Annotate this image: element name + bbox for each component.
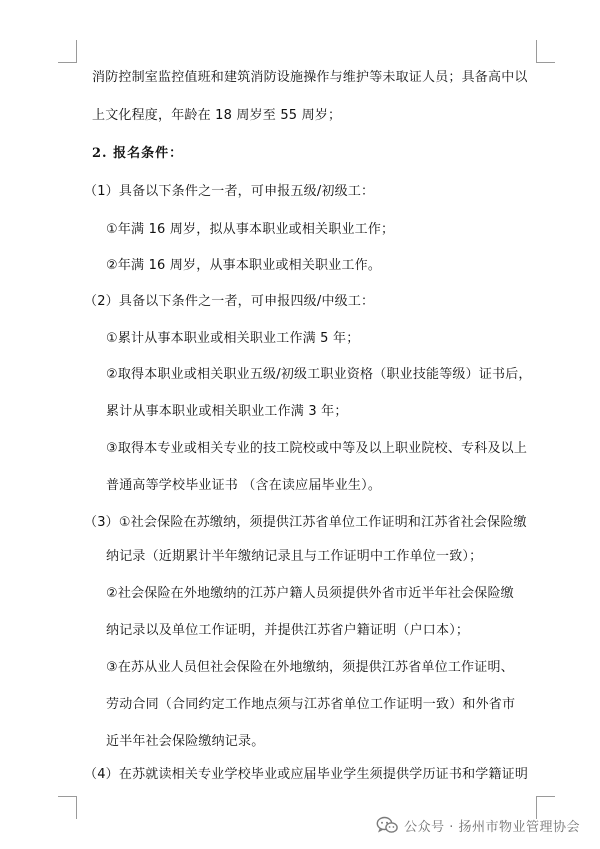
body-text-line: （3）①社会保险在苏缴纳，须提供江苏省单位工作证明和江苏省社会保险缴	[84, 515, 527, 530]
list-item: ②取得本职业或相关职业五级/初级工职业资格（职业技能等级）证书后，	[106, 367, 532, 382]
crop-mark-top-right	[536, 40, 555, 63]
body-text-line: （2）具备以下条件之一者，可申报四级/中级工：	[84, 294, 375, 309]
list-item: ①累计从事本职业或相关职业工作满 5 年；	[106, 331, 360, 346]
list-item-continuation: 累计从事本职业或相关职业工作满 3 年；	[106, 404, 348, 419]
list-item-continuation: 普通高等学校毕业证书 （含在读应届毕业生）。	[106, 478, 382, 493]
crop-mark-top-left	[58, 40, 77, 63]
list-item: ③在苏从业人员但社会保险在外地缴纳，须提供江苏省单位工作证明、	[106, 660, 514, 675]
watermark-text: 公众号 · 扬州市物业管理协会	[404, 819, 580, 835]
body-text-line: 消防控制室监控值班和建筑消防设施操作与维护等未取证人员；具备高中以	[92, 70, 528, 85]
list-item-continuation: 劳动合同（合同约定工作地点须与江苏省单位工作证明一致）和外省市	[106, 697, 516, 712]
section-heading: 2. 报名条件：	[92, 146, 184, 161]
body-text-line: （4）在苏就读相关专业学校毕业或应届毕业学生须提供学历证书和学籍证明	[84, 767, 529, 782]
list-item: ②年满 16 周岁，从事本职业或相关职业工作。	[106, 258, 382, 273]
list-item-continuation: 纳记录以及单位工作证明，并提供江苏省户籍证明（户口本）；	[106, 623, 470, 638]
list-item: ①年满 16 周岁，拟从事本职业或相关职业工作；	[106, 222, 395, 237]
body-text-line: 上文化程度，年龄在 18 周岁至 55 周岁；	[92, 108, 342, 123]
body-text-line: （1）具备以下条件之一者，可申报五级/初级工：	[84, 184, 375, 199]
list-item: ②社会保险在外地缴纳的江苏户籍人员须提供外省市近半年社会保险缴	[106, 586, 514, 601]
crop-mark-bottom-left	[58, 796, 77, 819]
wechat-watermark	[376, 815, 580, 835]
wechat-icon	[376, 816, 398, 834]
list-item: ③取得本专业或相关专业的技工院校或中等及以上职业院校、专科及以上	[106, 441, 528, 456]
list-item-continuation: 纳记录（近期累计半年缴纳记录且与工作证明中工作单位一致）；	[106, 549, 483, 564]
list-item-continuation: 近半年社会保险缴纳记录。	[106, 734, 265, 749]
